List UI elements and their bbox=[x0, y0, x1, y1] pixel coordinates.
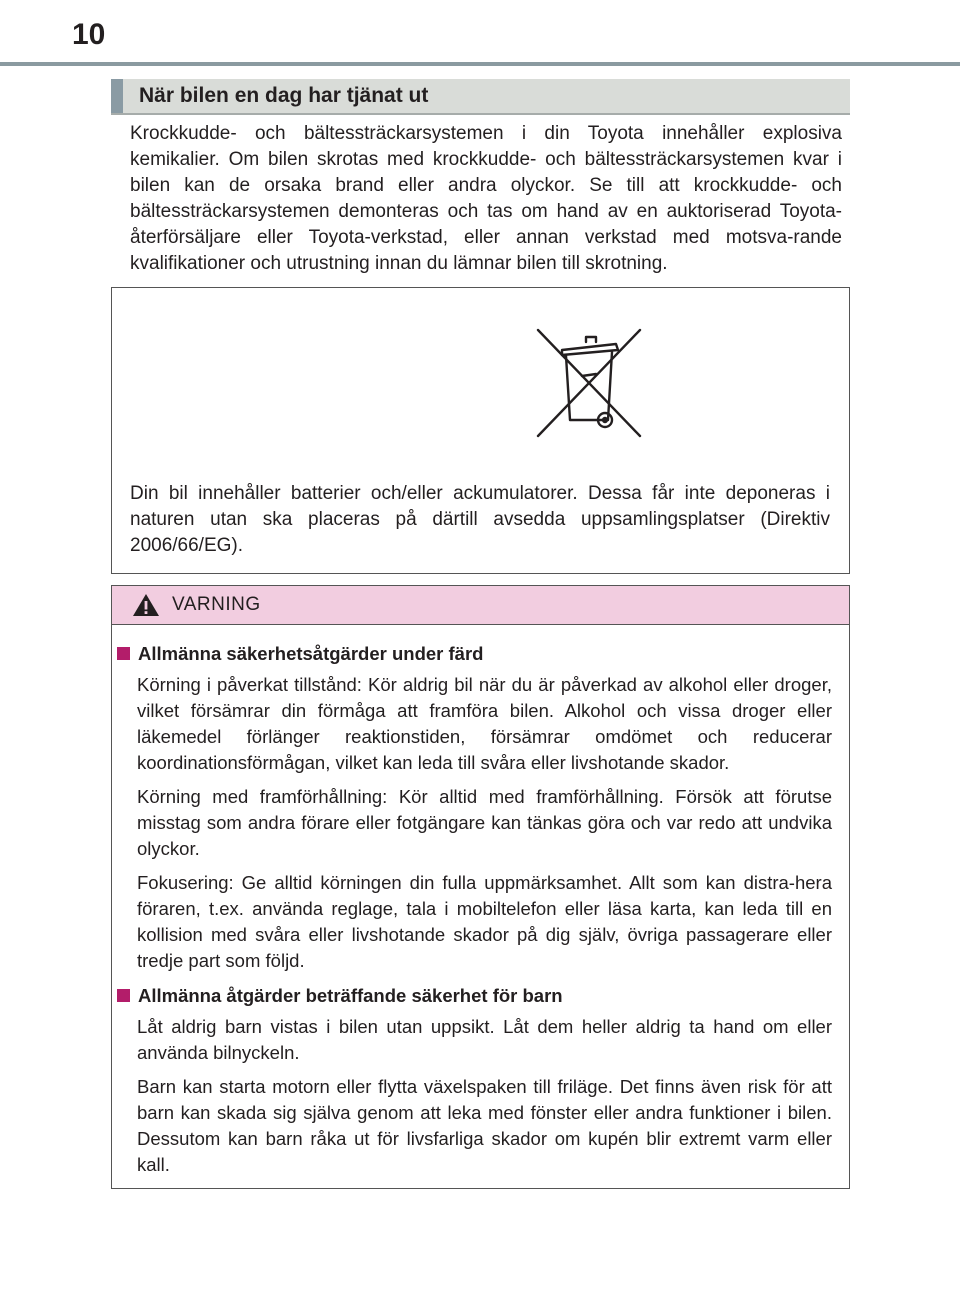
section-title: När bilen en dag har tjänat ut bbox=[139, 84, 429, 107]
warning-box bbox=[111, 585, 850, 1189]
warning-paragraph: Fokusering: Ge alltid körningen din fulla uppmärksamhet. Allt som kan distra-hera föraren, t.ex. använda reglage, tala i mobiltelefon eller läsa karta, kan leda till en kollision med svåra eller livshotande skador på dig själv, övriga passagerare eller tredje part som följd. bbox=[137, 872, 832, 971]
warning-paragraph: Körning med framförhållning: Kör alltid med framförhållning. Försök att förutse misstag som andra förare eller fotgängare kan tänkas göra och var redo att undvika olyckor. bbox=[137, 786, 832, 859]
section-header-bar bbox=[111, 79, 123, 113]
warning-header bbox=[112, 586, 849, 625]
intro-paragraph: Krockkudde- och bältessträckarsystemen i din Toyota innehåller explosiva kemikalier. Om bilen skrotas med krockkudde- och bältessträckarsystemen kvar i bilen kan de orsaka brand eller andra olyckor. Se till att krockkudde- och bältessträckarsystemen demonteras och tas om hand av en auktoriserad Toyota-återförsäljare eller Toyota-verkstad, eller annan verkstad med motsva-rande kvalifikationer och utrustning innan du lämnar bilen till skrotning. bbox=[130, 123, 842, 274]
warning-paragraph: Körning i påverkat tillstånd: Kör aldrig bil när du är påverkad av alkohol eller droger, vilket försämrar din förmåga att framföra bilen. Alkohol och vissa droger eller läkemedel förlänger reaktionstiden, försämrar omdömet och reducerar koordinationsförmågan, vilket kan leda till svåra eller livshotande skador. bbox=[137, 674, 832, 773]
warning-label: VARNING bbox=[172, 594, 261, 615]
header-rule bbox=[0, 62, 960, 66]
bullet-square-icon bbox=[117, 989, 130, 1002]
crossed-out-wheelie-bin-icon bbox=[532, 328, 646, 440]
warning-triangle-icon bbox=[132, 593, 160, 617]
warning-paragraph: Barn kan starta motorn eller flytta växelspaken till friläge. Det finns även risk för att barn kan skada sig själva genom att leka med fönster eller andra funktioner i bilen. Dessutom kan barn råka ut för livsfarliga skador om kupén blir extremt varm eller kall. bbox=[137, 1076, 832, 1175]
warning-content bbox=[112, 642, 849, 1186]
battery-disposal-text: Din bil innehåller batterier och/eller ackumulatorer. Dessa får inte deponeras i naturen utan ska placeras på därtill avsedda uppsamlingsplatser (Direktiv 2006/66/EG). bbox=[130, 483, 830, 556]
warning-paragraph: Låt aldrig barn vistas i bilen utan uppsikt. Låt dem heller aldrig ta hand om eller använda bilnyckeln. bbox=[137, 1016, 832, 1063]
warning-section-title: Allmänna åtgärder beträffande säkerhet för barn bbox=[112, 984, 849, 1008]
section-header bbox=[111, 79, 850, 115]
page-number: 10 bbox=[72, 18, 106, 51]
warning-section-title: Allmänna säkerhetsåtgärder under färd bbox=[112, 642, 849, 666]
battery-disposal-box bbox=[111, 287, 850, 574]
bullet-square-icon bbox=[117, 647, 130, 660]
